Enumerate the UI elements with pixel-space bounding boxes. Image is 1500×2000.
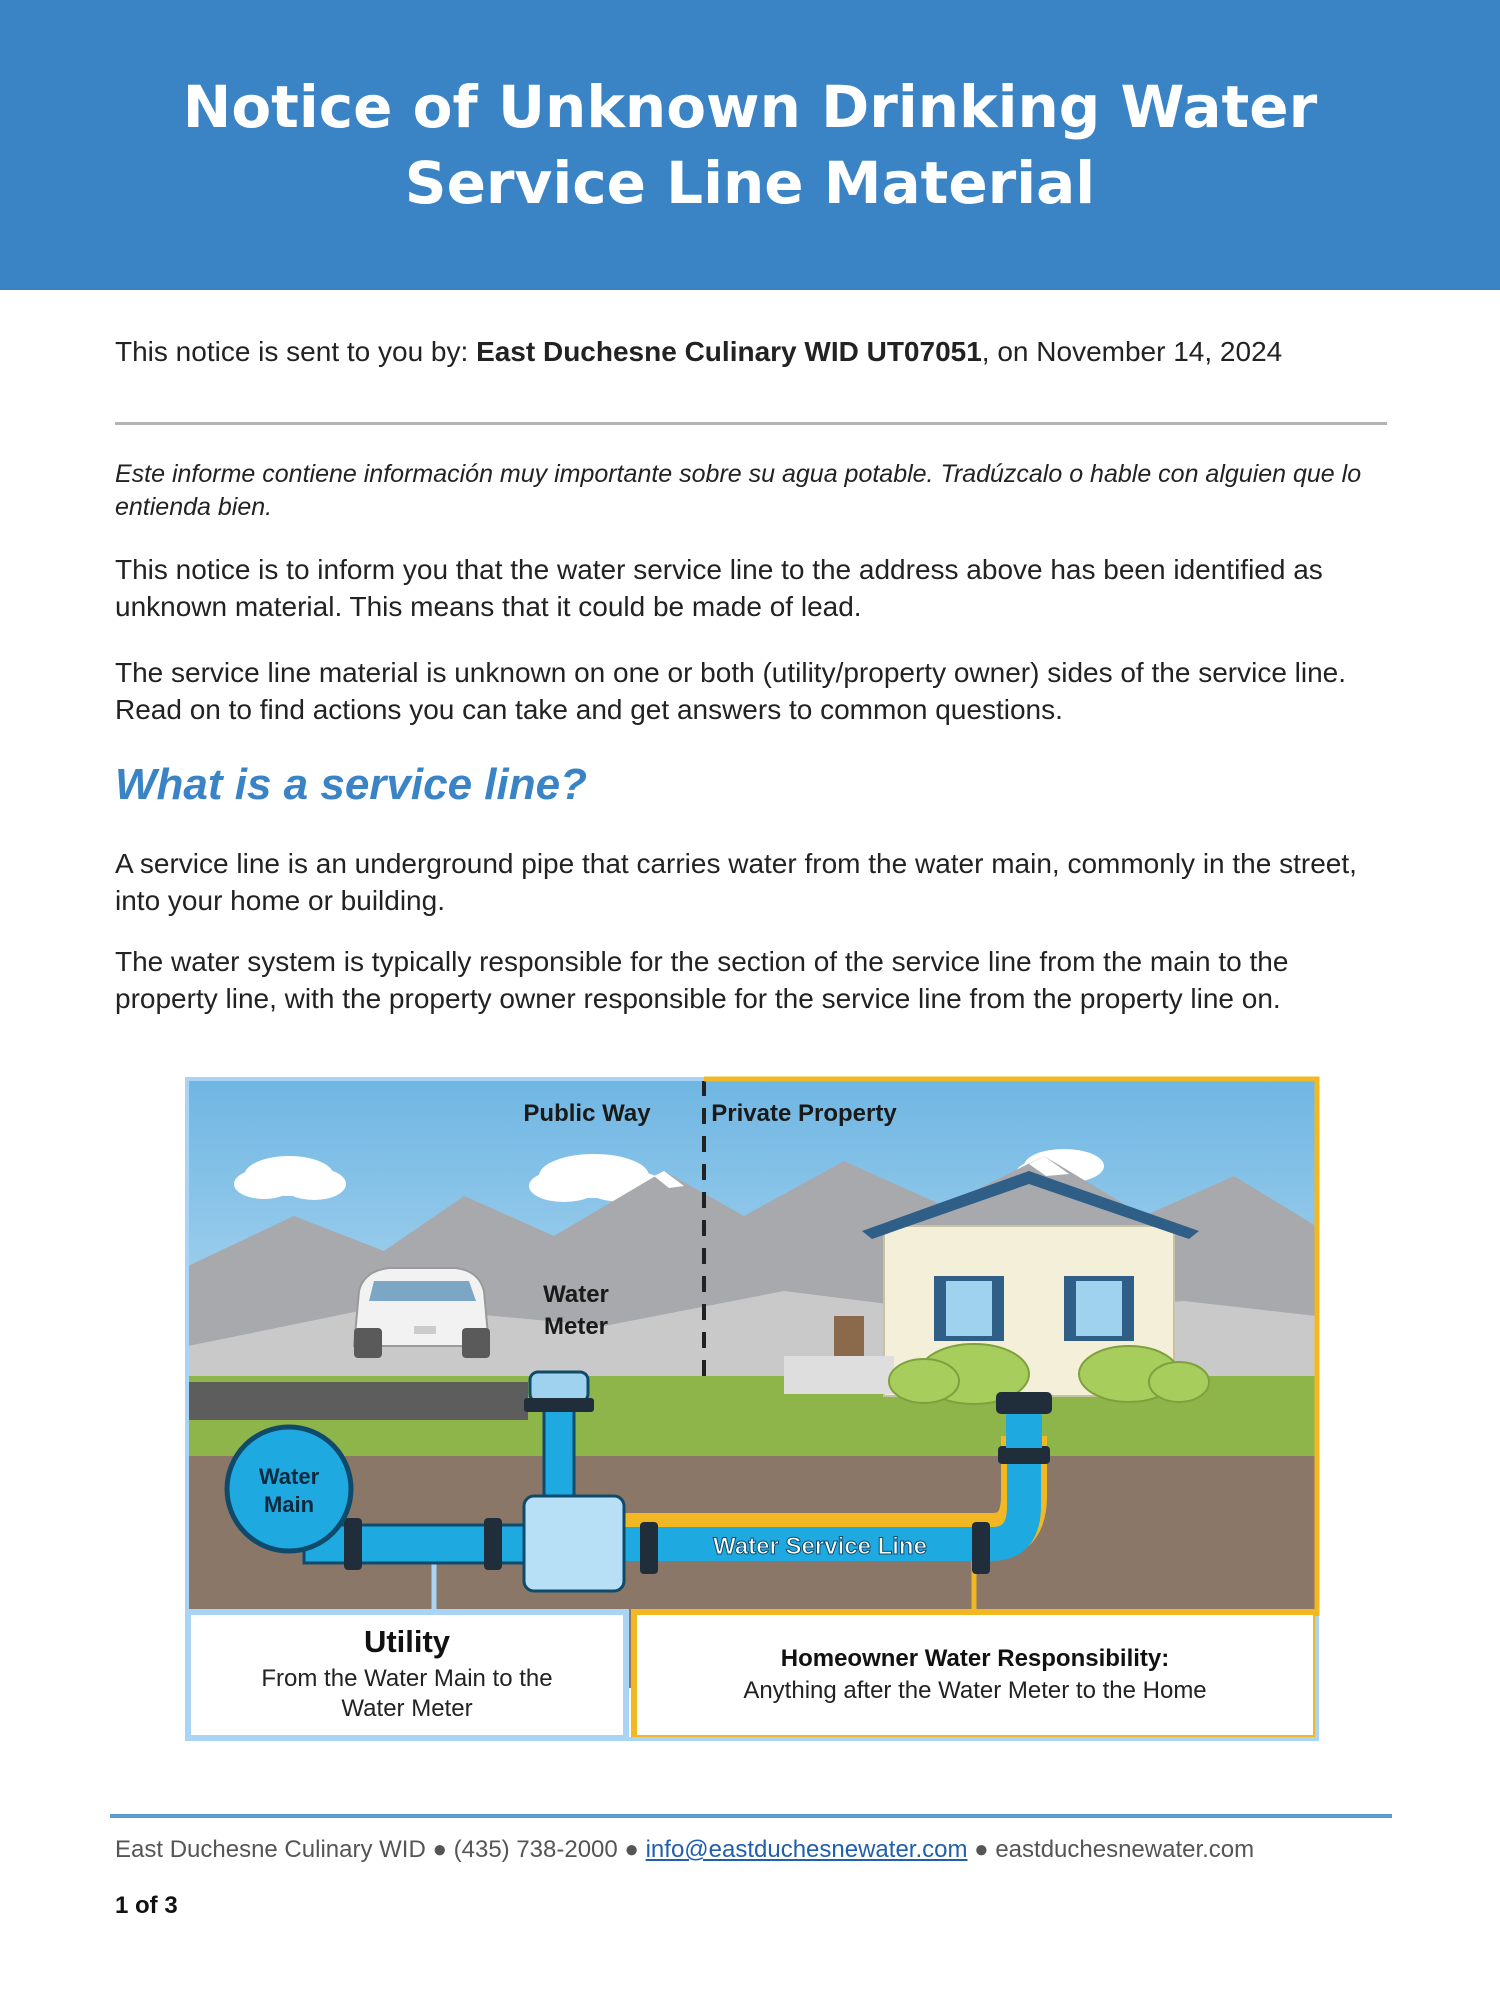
homeowner-box (634, 1612, 1316, 1738)
section-heading: What is a service line? (115, 760, 587, 809)
pipe-coupling (640, 1522, 658, 1574)
public-way-label: Public Way (523, 1100, 651, 1127)
footer-website: eastduchesnewater.com (995, 1836, 1255, 1863)
footer-contact (115, 1836, 1254, 1864)
footer-email-link[interactable]: info@eastduchesnewater.com (645, 1836, 968, 1863)
water-meter-label-1: Water (543, 1281, 609, 1308)
homeowner-title: Homeowner Water Responsibility: (780, 1645, 1170, 1672)
pipe-coupling (996, 1392, 1052, 1414)
page-title-line-1: Notice of Unknown Drinking Water (182, 73, 1318, 141)
responsibility-paragraph: The water system is typically responsible for the section of the service line from the main to the property line, with the property owner responsible for the service line from the property line on. (115, 946, 1289, 1014)
road (188, 1382, 528, 1420)
pipe-coupling (998, 1446, 1050, 1464)
water-main-icon (227, 1427, 351, 1551)
page-title (100, 69, 1400, 221)
sender-name: East Duchesne Culinary WID UT07051 (476, 336, 982, 367)
utility-description-2: Water Meter (341, 1695, 473, 1722)
spanish-notice: Este informe contiene información muy importante sobre su agua potable. Tradúzcalo o hable con alguien que lo entienda bien. (115, 460, 1362, 521)
car-icon (354, 1268, 490, 1358)
unknown-material-paragraph: The service line material is unknown on one or both (utility/property owner) sides of the service line. Read on to find actions you can take and get answers to common questions. (115, 657, 1347, 725)
water-main-label-1: Water (258, 1464, 320, 1489)
footer-org: East Duchesne Culinary WID (115, 1836, 426, 1863)
service-line-definition: A service line is an underground pipe that carries water from the water main, commonly in the street, into your home or building. (115, 848, 1357, 916)
riser-pipe (1006, 1414, 1042, 1448)
separator-dot: ● (432, 1836, 454, 1863)
separator-dot: ● (624, 1836, 646, 1863)
pipe-coupling (484, 1518, 502, 1570)
sender-prefix: This notice is sent to you by: (115, 336, 477, 367)
footer-phone: (435) 738-2000 (453, 1836, 618, 1863)
utility-description-1: From the Water Main to the (261, 1665, 553, 1692)
divider (115, 422, 1387, 425)
sender-date: , on November 14, 2024 (981, 336, 1283, 367)
page-title-line-2: Service Line Material (404, 149, 1096, 217)
sender-line (115, 336, 1395, 368)
service-line-diagram (184, 1076, 1320, 1742)
water-service-line-label: Water Service Line (713, 1533, 927, 1560)
pipe-coupling (344, 1518, 362, 1570)
separator-dot: ● (974, 1836, 996, 1863)
water-main-label-2: Main (263, 1492, 315, 1517)
pipe-coupling (972, 1522, 990, 1574)
page-number: 1 of 3 (115, 1892, 178, 1919)
intro-paragraph: This notice is to inform you that the water service line to the address above has been identified as unknown material. This means that it could be made of lead. (115, 554, 1323, 622)
water-meter-label-2: Meter (543, 1313, 609, 1340)
utility-title: Utility (363, 1624, 451, 1659)
homeowner-description: Anything after the Water Meter to the Home (743, 1677, 1207, 1704)
header-band (0, 0, 1500, 290)
private-property-label: Private Property (711, 1100, 897, 1127)
footer-divider (110, 1814, 1392, 1818)
